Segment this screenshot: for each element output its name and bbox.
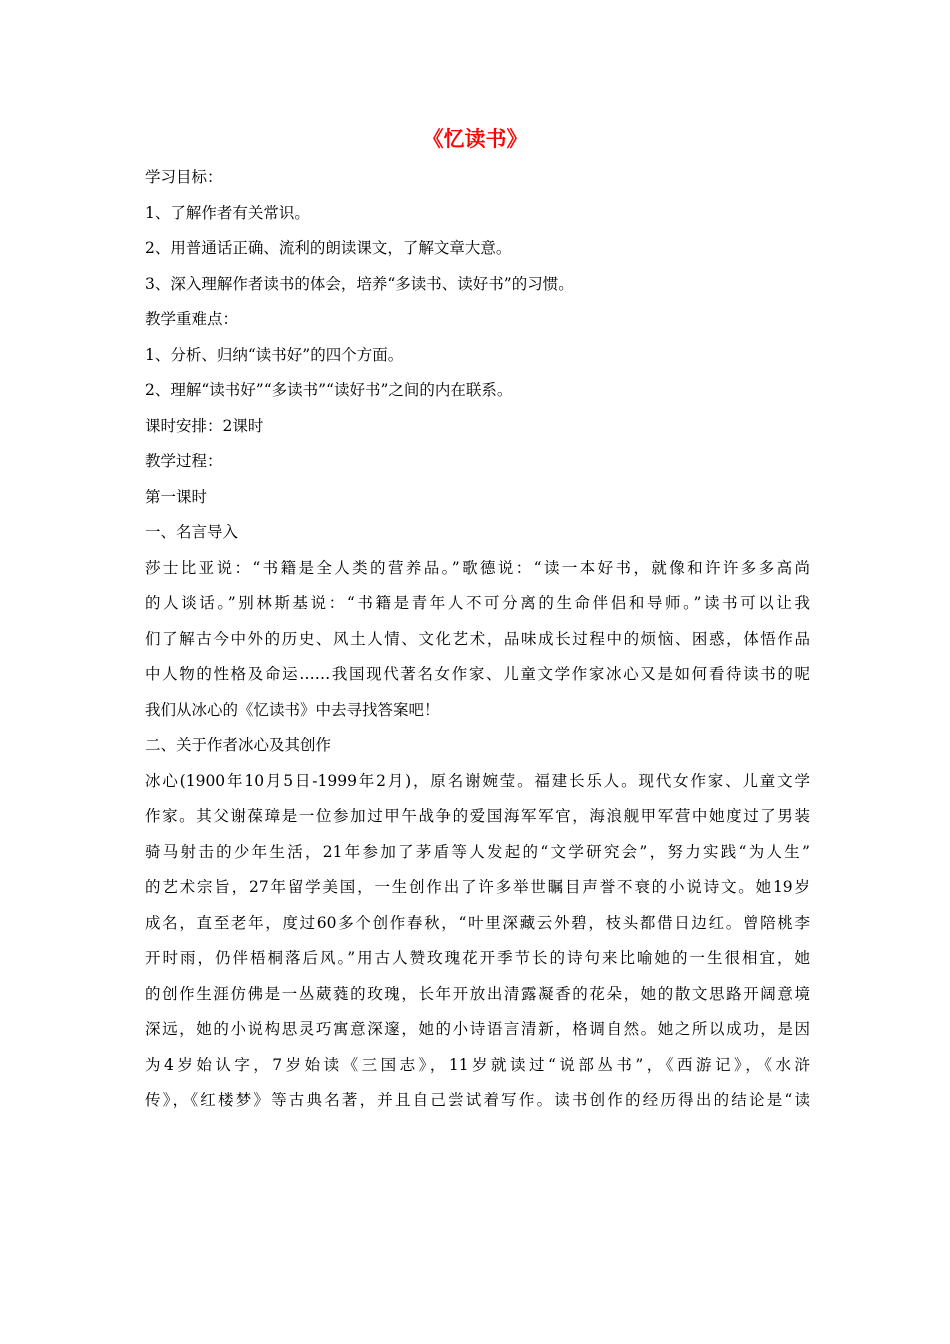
paragraph-line: 们了解古今中外的历史、风土人情、文化艺术，品味成长过程中的烦恼、困惑，体悟作品 bbox=[145, 629, 810, 648]
paragraph-line: 莎士比亚说：“书籍是全人类的营养品。”歌德说：“读一本好书，就像和许许多多高尚 bbox=[145, 558, 810, 577]
section-teaching-process-heading: 教学过程： bbox=[145, 452, 223, 470]
learning-goal-item: 1、了解作者有关常识。 bbox=[145, 203, 310, 222]
paragraph-line: 开时雨，仍伴梧桐落后风。”用古人赞玫瑰花开季节长的诗句来比喻她的一生很相宜，她 bbox=[145, 949, 810, 967]
paragraph-line: 我们从冰心的《忆读书》中去寻找答案吧！ bbox=[145, 700, 440, 719]
key-point-item: 1、分析、归纳“读书好”的四个方面。 bbox=[145, 345, 404, 364]
paragraph-line: 冰心(1900年10月5日-1999年2月)，原名谢婉莹。福建长乐人。现代女作家、儿童文学 bbox=[145, 771, 810, 790]
lesson-one-heading: 第一课时 bbox=[145, 487, 208, 506]
document-title: 《忆读书》 bbox=[422, 126, 528, 151]
paragraph-line: 深远，她的小说构思灵巧寓意深邃，她的小诗语言清新，格调自然。她之所以成功，是因 bbox=[145, 1020, 810, 1038]
document-body bbox=[145, 160, 810, 1119]
learning-goal-item: 3、深入理解作者读书的体会，培养“多读书、读好书”的习惯。 bbox=[145, 274, 574, 293]
paragraph-line: 骑马射击的少年生活，21年参加了茅盾等人发起的“文学研究会”，努力实践“为人生” bbox=[145, 842, 810, 861]
section-learning-goals-heading: 学习目标： bbox=[145, 168, 223, 186]
section-one-heading: 一、名言导入 bbox=[145, 523, 239, 541]
paragraph-line: 作家。其父谢葆璋是一位参加过甲午战争的爱国海军军官，海浪舰甲军营中她度过了男装 bbox=[145, 807, 810, 825]
paragraph-line: 的创作生涯仿佛是一丛葳蕤的玫瑰，长年开放出清露凝香的花朵，她的散文思路开阔意境 bbox=[145, 984, 810, 1003]
paragraph-line: 传》，《红楼梦》等古典名著，并且自己尝试着写作。读书创作的经历得出的结论是“读 bbox=[145, 1091, 810, 1109]
learning-goal-item: 2、用普通话正确、流利的朗读课文，了解文章大意。 bbox=[145, 239, 512, 257]
section-key-points-heading: 教学重难点： bbox=[145, 310, 239, 328]
paragraph-line: 的人谈话。”别林斯基说：“书籍是青年人不可分离的生命伴侣和导师。”读书可以让我 bbox=[145, 594, 810, 612]
section-two-heading: 二、关于作者冰心及其创作 bbox=[145, 736, 332, 754]
paragraph-line: 为4岁始认字，7岁始读《三国志》，11岁就读过“说部丛书”，《西游记》，《水浒 bbox=[145, 1055, 810, 1074]
paragraph-line: 中人物的性格及命运……我国现代著名女作家、儿童文学作家冰心又是如何看待读书的呢 bbox=[145, 665, 810, 683]
class-schedule-line: 课时安排：2课时 bbox=[145, 416, 264, 435]
paragraph-line: 的艺术宗旨，27年留学美国，一生创作出了许多举世瞩目声誉不衰的小说诗文。她19岁 bbox=[145, 878, 810, 896]
paragraph-line: 成名，直至老年，度过60多个创作春秋，“叶里深藏云外碧，枝头都借日边红。曾陪桃李 bbox=[145, 913, 810, 932]
key-point-item: 2、理解“读书好”“多读书”“读好书”之间的内在联系。 bbox=[145, 381, 513, 399]
